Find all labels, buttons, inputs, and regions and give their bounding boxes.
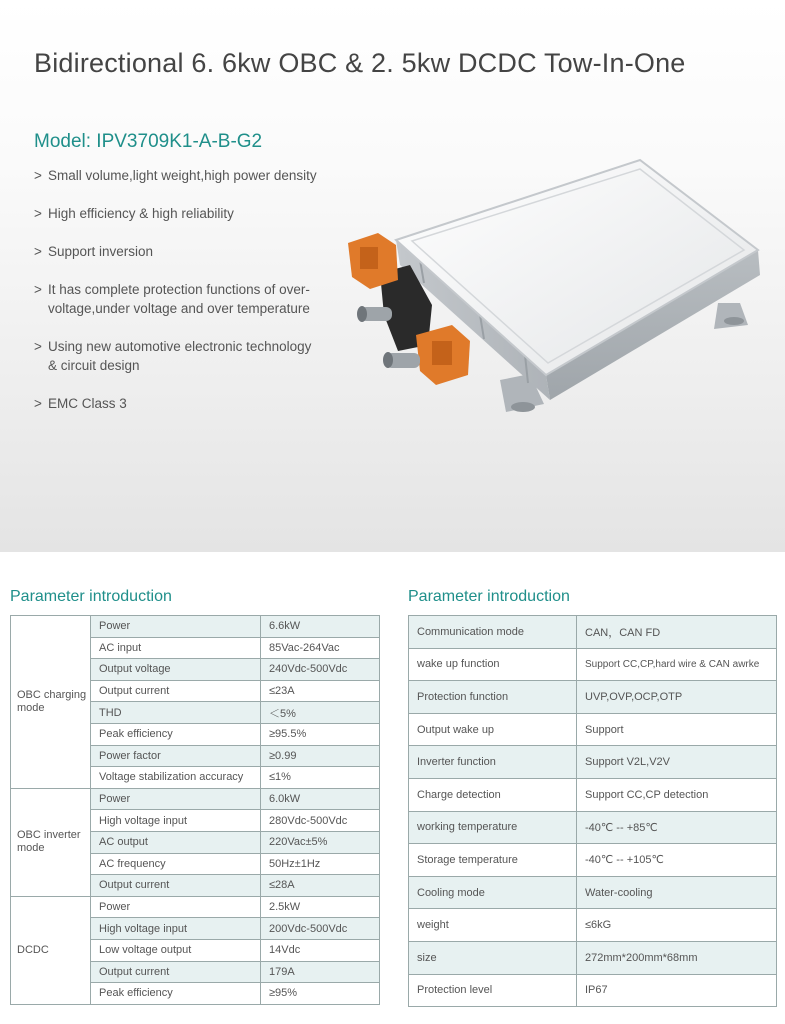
chevron-right-icon: > (34, 396, 42, 411)
param-name: Power factor (91, 745, 261, 767)
param-value: 6.6kW (261, 616, 380, 638)
param-value: 220Vac±5% (261, 831, 380, 853)
obc-dcdc-unit-icon (340, 155, 780, 435)
param-value: Support (577, 713, 777, 746)
param-value: 200Vdc-500Vdc (261, 918, 380, 940)
param-value: ≤23A (261, 680, 380, 702)
param-name: working temperature (409, 811, 577, 844)
param-value: ≤1% (261, 767, 380, 789)
feature-text: It has complete protection functions of over- (48, 282, 310, 297)
param-name: AC frequency (91, 853, 261, 875)
parameter-table-right (408, 615, 777, 1007)
table-row (409, 909, 777, 942)
parameter-table-left (10, 615, 380, 1005)
param-value: Support V2L,V2V (577, 746, 777, 779)
feature-text: voltage,under voltage and over temperature (48, 301, 310, 316)
param-name: AC input (91, 637, 261, 659)
param-value: CAN，CAN FD (577, 616, 777, 649)
param-value: 6.0kW (261, 788, 380, 810)
param-value: -40℃ -- +105℃ (577, 844, 777, 877)
table-row (409, 941, 777, 974)
param-name: THD (91, 702, 261, 724)
feature-item (34, 166, 317, 185)
param-value: ≥95% (261, 983, 380, 1005)
feature-text: EMC Class 3 (48, 396, 127, 411)
table-row (409, 844, 777, 877)
table-row (409, 811, 777, 844)
param-value: ≤28A (261, 875, 380, 897)
param-name: High voltage input (91, 810, 261, 832)
param-value: UVP,OVP,OCP,OTP (577, 681, 777, 714)
feature-text: High efficiency & high reliability (48, 206, 234, 221)
param-name: Low voltage output (91, 939, 261, 961)
param-name: Output current (91, 680, 261, 702)
param-name: size (409, 941, 577, 974)
param-name: Communication mode (409, 616, 577, 649)
table-row (409, 713, 777, 746)
feature-item (34, 394, 127, 413)
feature-item (34, 280, 310, 318)
page-title: Bidirectional 6. 6kw OBC & 2. 5kw DCDC Tow-In-One (34, 48, 686, 78)
param-value: 280Vdc-500Vdc (261, 810, 380, 832)
param-name: Output current (91, 875, 261, 897)
param-name: Output wake up (409, 713, 577, 746)
param-name: Charge detection (409, 778, 577, 811)
table-row (409, 876, 777, 909)
chevron-right-icon: > (34, 244, 42, 259)
param-value: 179A (261, 961, 380, 983)
table-row (409, 616, 777, 649)
param-value: ≥0.99 (261, 745, 380, 767)
param-value: ≥95.5% (261, 723, 380, 745)
param-value: 14Vdc (261, 939, 380, 961)
param-name: weight (409, 909, 577, 942)
feature-item (34, 337, 311, 375)
table-row (409, 648, 777, 681)
table-row (409, 746, 777, 779)
chevron-right-icon: > (34, 206, 42, 221)
table-row (11, 616, 380, 638)
param-value: Support CC,CP,hard wire & CAN awrke (577, 648, 777, 681)
param-value: 240Vdc-500Vdc (261, 659, 380, 681)
table-row (409, 974, 777, 1007)
feature-text: Using new automotive electronic technology (48, 339, 312, 354)
param-name: Power (91, 616, 261, 638)
param-name: Protection function (409, 681, 577, 714)
param-name: Output current (91, 961, 261, 983)
param-name: Peak efficiency (91, 983, 261, 1005)
feature-item (34, 204, 234, 223)
feature-item (34, 242, 153, 261)
parameter-section-title: Parameter introduction (10, 588, 172, 605)
mode-label: OBC inverter mode (11, 788, 91, 896)
table-row (11, 896, 380, 918)
param-name: wake up function (409, 648, 577, 681)
param-value: 2.5kW (261, 896, 380, 918)
param-name: Power (91, 896, 261, 918)
feature-text: Small volume,light weight,high power density (48, 168, 317, 183)
table-row (409, 681, 777, 714)
param-name: High voltage input (91, 918, 261, 940)
param-name: Voltage stabilization accuracy (91, 767, 261, 789)
param-name: Output voltage (91, 659, 261, 681)
param-name: Inverter function (409, 746, 577, 779)
param-value: 272mm*200mm*68mm (577, 941, 777, 974)
param-value: ＜5% (261, 702, 380, 724)
param-value: 50Hz±1Hz (261, 853, 380, 875)
param-value: Support CC,CP detection (577, 778, 777, 811)
param-name: Cooling mode (409, 876, 577, 909)
chevron-right-icon: > (34, 339, 42, 354)
param-name: Peak efficiency (91, 723, 261, 745)
param-value: 85Vac-264Vac (261, 637, 380, 659)
param-value: -40℃ -- +85℃ (577, 811, 777, 844)
table-row (11, 788, 380, 810)
model-number: Model: IPV3709K1-A-B-G2 (34, 131, 263, 152)
chevron-right-icon: > (34, 168, 42, 183)
param-value: Water-cooling (577, 876, 777, 909)
chevron-right-icon: > (34, 282, 42, 297)
param-name: Power (91, 788, 261, 810)
table-row (409, 778, 777, 811)
param-name: Storage temperature (409, 844, 577, 877)
parameter-section-title: Parameter introduction (408, 588, 570, 605)
feature-text: Support inversion (48, 244, 154, 259)
param-name: AC output (91, 831, 261, 853)
feature-text: & circuit design (48, 358, 140, 373)
param-value: IP67 (577, 974, 777, 1007)
mode-label: OBC charging mode (11, 616, 91, 789)
mode-label: DCDC (11, 896, 91, 1004)
param-name: Protection level (409, 974, 577, 1007)
param-value: ≤6kG (577, 909, 777, 942)
